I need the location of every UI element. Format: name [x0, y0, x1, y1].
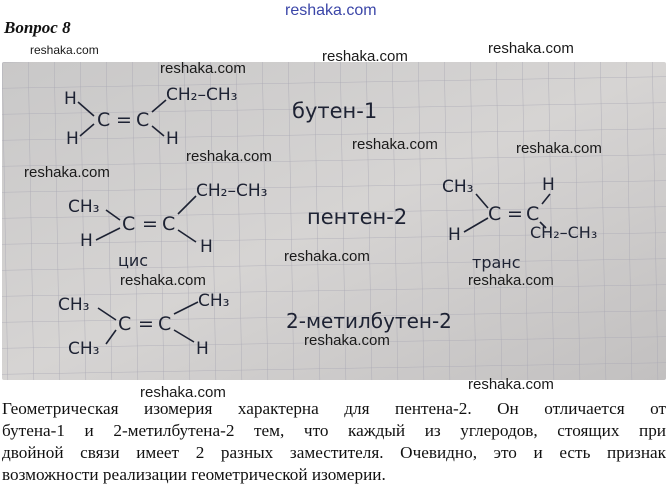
- watermark: reshaka.com: [516, 140, 602, 157]
- carbon-atom: C: [122, 213, 136, 235]
- ethyl-group: CH₂–CH₃: [166, 85, 238, 105]
- answer-line: двойной связи имеет 2 разных заместителя. Очевидно, это и есть признак: [2, 443, 666, 462]
- watermark: reshaka.com: [468, 272, 554, 289]
- carbon-atom: C: [158, 313, 172, 335]
- double-bond: =: [142, 213, 158, 235]
- h-atom: H: [200, 237, 213, 257]
- ethyl-group: CH₂–CH₃: [196, 181, 268, 201]
- carbon-atom: C: [118, 313, 132, 335]
- question-title: Вопрос 8: [4, 18, 71, 37]
- watermark: reshaka.com: [186, 148, 272, 165]
- watermark: reshaka.com: [304, 332, 390, 349]
- h-atom: H: [448, 225, 461, 245]
- answer-line: бутена-1 и 2-метилбутена-2 тем, что каждый из углеродов, стоящих при: [2, 421, 666, 440]
- watermark: reshaka.com: [468, 376, 554, 393]
- watermark: reshaka.com: [160, 60, 246, 77]
- watermark: reshaka.com: [120, 272, 206, 289]
- h-atom: H: [66, 129, 79, 149]
- carbon-atom: C: [162, 213, 176, 235]
- double-bond: =: [138, 313, 154, 335]
- carbon-atom: C: [488, 203, 502, 225]
- compound-name: пентен-2: [307, 205, 408, 229]
- answer-line: Геометрическая изомерия характерна для пентена-2. Он отличается от: [2, 399, 666, 418]
- methyl-group: CH₃: [198, 291, 230, 311]
- watermark: reshaka.com: [284, 248, 370, 265]
- answer-text: [2, 398, 666, 486]
- isomer-label: цис: [118, 251, 149, 270]
- ethyl-group: CH₂–CH₃: [530, 223, 598, 242]
- isomer-label: транс: [472, 253, 521, 272]
- carbon-atom: C: [136, 109, 150, 131]
- double-bond: =: [507, 203, 523, 225]
- watermark: reshaka.com: [30, 43, 99, 57]
- watermark: reshaka.com: [488, 40, 574, 57]
- watermark: reshaka.com: [352, 136, 438, 153]
- h-atom: H: [542, 175, 555, 195]
- h-atom: H: [196, 339, 209, 359]
- double-bond: =: [116, 109, 132, 131]
- watermark: reshaka.com: [322, 48, 408, 65]
- compound-name: бутен-1: [292, 99, 378, 123]
- methyl-group: CH₃: [58, 295, 90, 315]
- site-watermark: reshaka.com: [285, 2, 377, 19]
- answer-line: возможности реализации геометрической изомерии.: [2, 465, 386, 484]
- h-atom: H: [166, 129, 179, 149]
- methyl-group: CH₃: [442, 177, 474, 197]
- carbon-atom: C: [97, 109, 111, 131]
- watermark: reshaka.com: [24, 164, 110, 181]
- h-atom: H: [80, 231, 93, 251]
- methyl-group: CH₃: [68, 339, 100, 359]
- watermark: reshaka.com: [140, 384, 226, 401]
- compound-name: 2-метилбутен-2: [286, 309, 452, 333]
- carbon-atom: C: [526, 203, 540, 225]
- h-atom: H: [64, 89, 77, 109]
- methyl-group: CH₃: [68, 197, 100, 217]
